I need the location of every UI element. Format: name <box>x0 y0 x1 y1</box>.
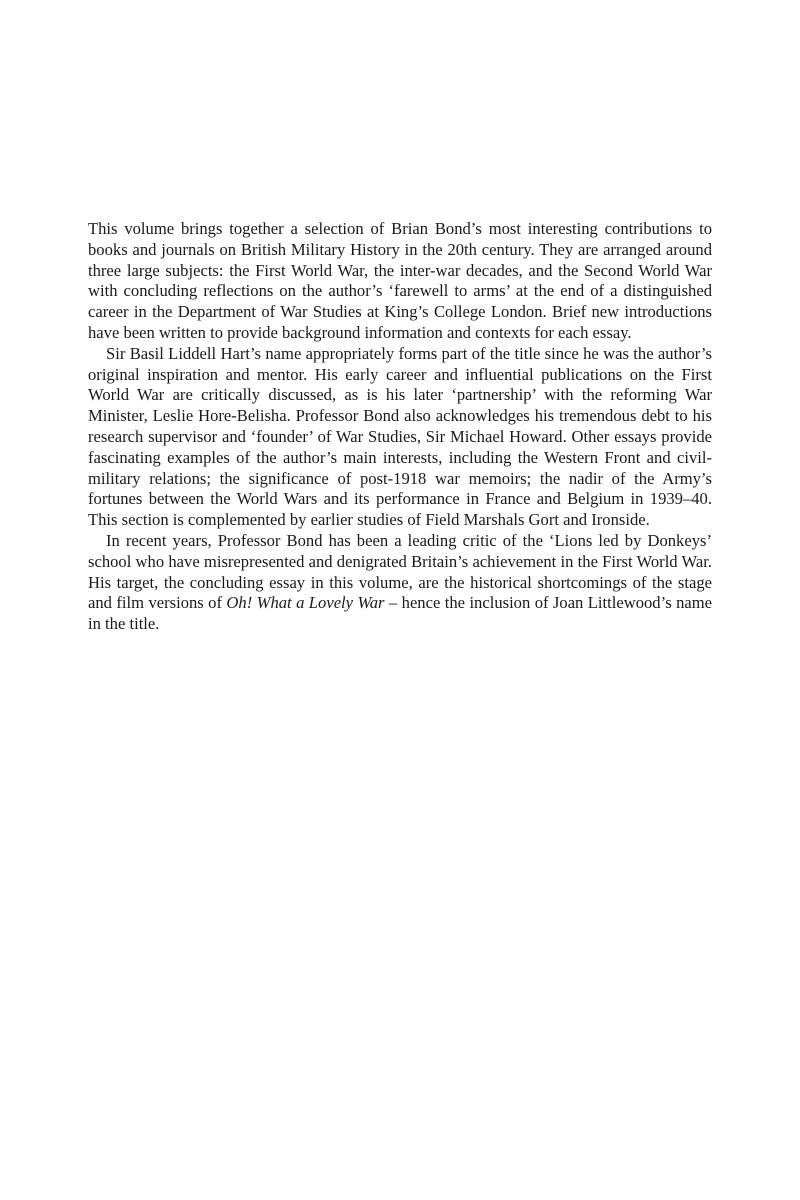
paragraph-text-after-title: – hence the inclusion of Joan Littlewood’s name in the title. <box>88 593 713 634</box>
paragraph-liddell-hart: Sir Basil Liddell Hart’s name appropriately forms part of the title since he was the author’s original inspiration and mentor. His early career and influential publications on the First World War are critically discussed, as is his later ‘partnership’ with the reforming War Minister, Leslie Hore-Belisha. Professor Bond also acknowledges his tremendous debt to his research supervisor and ‘founder’ of War Studies, Sir Michael Howard. Other essays provide fascinating examples of the author’s main interests, including the Western Front and civil-military relations; the significance of post-1918 war memoirs; the nadir of the Army’s fortunes between the World Wars and its performance in France and Belgium in 1939–40. This section is complemented by earlier studies of Field Marshals Gort and Ironside. <box>88 343 712 530</box>
book-description <box>88 219 712 635</box>
italic-title-oh-what-a-lovely-war: Oh! What a Lovely War <box>226 593 385 613</box>
paragraph-text-before-title: In recent years, Professor Bond has been a leading critic of the ‘Lions led by Donkeys’ school who have misrepresented and denigrated Britain’s achievement in the First World War. His target, the concluding essay in this volume, are the historical shortcomings of the stage and film versions of <box>88 530 712 613</box>
paragraph-lions-led-by-donkeys <box>88 531 712 635</box>
paragraph-volume-overview: This volume brings together a selection of Brian Bond’s most interesting contributions to books and journals on British Military History in the 20th century. They are arranged around three large subjects: the First World War, the inter-war decades, and the Second World War with concluding reflections on the author’s ‘farewell to arms’ at the end of a distinguished career in the Department of War Studies at King’s College London. Brief new introductions have been written to provide background information and contexts for each essay. <box>88 219 712 342</box>
